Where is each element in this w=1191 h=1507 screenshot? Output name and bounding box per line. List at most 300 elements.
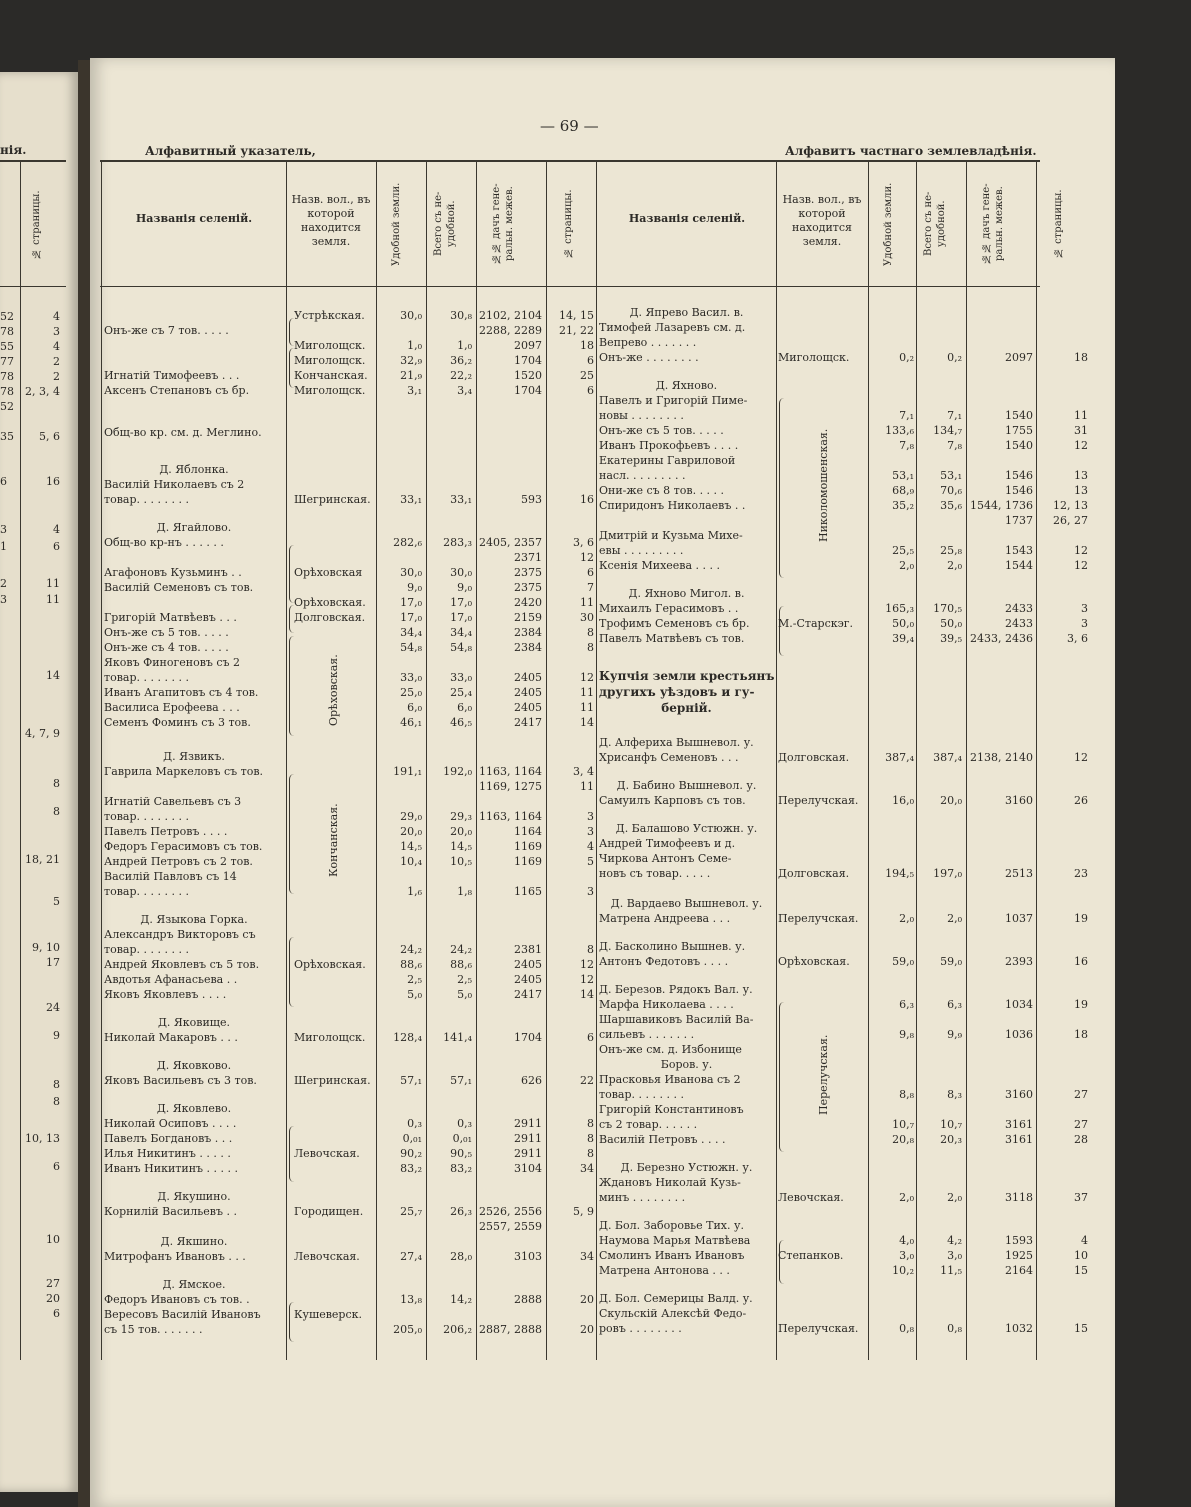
entry-volost: Левочская.: [778, 1191, 844, 1204]
entry-name: Григорій Константиновъ: [599, 1103, 744, 1116]
left-page-value: 52: [0, 310, 14, 323]
entry-vsego: 1,₀: [457, 339, 472, 352]
entry-page: 19: [1074, 998, 1088, 1011]
entry-name: Вересовъ Василій Ивановъ: [104, 1308, 261, 1321]
page-number: — 69 —: [540, 117, 599, 135]
entry-page: 12: [1074, 559, 1088, 572]
entry-page: 3: [587, 810, 594, 823]
entry-volost: Миголощск.: [778, 351, 850, 364]
entry-udob: 3,₁: [407, 384, 422, 397]
entry-name: новъ съ товар. . . . .: [599, 867, 711, 880]
entry-udob: 17,₀: [400, 611, 422, 624]
entry-udob: 7,₈: [899, 439, 914, 452]
entry-volost: Миголощск.: [294, 1031, 366, 1044]
entry-name: товар. . . . . . . .: [104, 671, 189, 684]
entry-name: Иванъ Прокофьевъ . . . .: [599, 439, 739, 452]
entry-vsego: 14,₂: [450, 1293, 472, 1306]
entry-name: Яковъ Яковлевъ . . . .: [104, 988, 227, 1001]
entry-page: 19: [1074, 912, 1088, 925]
entry-page: 18: [1074, 1028, 1088, 1041]
left-page-page: 5, 6: [39, 430, 60, 443]
header-right: Алфавитъ частнаго землевладѣнія.: [785, 144, 1037, 158]
entry-vsego: 34,₄: [450, 626, 472, 639]
entry-page: 16: [1074, 955, 1088, 968]
entry-vsego: 141,₄: [443, 1031, 472, 1044]
entry-vsego: 30,₀: [450, 566, 472, 579]
entry-page: 27: [1074, 1118, 1088, 1131]
entry-name: Д. Якшино.: [160, 1235, 228, 1248]
entry-name: Митрофанъ Ивановъ . . .: [104, 1250, 246, 1263]
entry-dacha: 1546: [1005, 484, 1033, 497]
entry-udob: 30,₀: [400, 309, 422, 322]
entry-page: 12: [580, 958, 594, 971]
entry-dacha: 2513: [1005, 867, 1033, 880]
left-page-page: 18, 21: [25, 853, 60, 866]
entry-dacha: 2393: [1005, 955, 1033, 968]
entry-name: Д. Березно Устюжн. у.: [620, 1161, 753, 1174]
entry-dacha: 1163, 1164: [479, 810, 542, 823]
entry-vsego: 14,₅: [450, 840, 472, 853]
entry-udob: 90,₂: [400, 1147, 422, 1160]
entry-dacha: 1543: [1005, 544, 1033, 557]
entry-dacha: 3118: [1005, 1191, 1033, 1204]
entry-udob: 2,₀: [899, 559, 914, 572]
entry-udob: 33,₁: [400, 493, 422, 506]
entry-page: 7: [587, 581, 594, 594]
entry-page: 16: [580, 493, 594, 506]
entry-name: Александръ Викторовъ съ: [104, 928, 256, 941]
col-header-udob: Удобной земли.: [883, 182, 894, 266]
entry-name: Корнилій Васильевъ . .: [104, 1205, 237, 1218]
entry-dacha: 2159: [514, 611, 542, 624]
entry-volost: Долговская.: [778, 867, 850, 880]
entry-udob: 10,₇: [892, 1118, 914, 1131]
entry-vsego: 5,₀: [457, 988, 472, 1001]
entry-vsego: 54,₈: [450, 641, 472, 654]
entry-page: 14: [580, 988, 594, 1001]
entry-udob: 54,₈: [400, 641, 422, 654]
entry-page: 5: [587, 855, 594, 868]
entry-name: Общ-во кр-нъ . . . . . .: [104, 536, 224, 549]
entry-dacha: 2887, 2888: [479, 1323, 542, 1336]
entry-name: Василій Николаевъ съ 2: [104, 478, 245, 491]
entry-udob: 4,₀: [899, 1234, 914, 1247]
entry-vsego: 39,₅: [940, 632, 962, 645]
col-rule: [546, 160, 547, 1360]
entry-dacha: 2405: [514, 701, 542, 714]
col-header-vol: Назв. вол., въ которой находится земля.: [291, 193, 371, 248]
entry-dacha: 2433, 2436: [970, 632, 1033, 645]
entry-page: 8: [587, 1117, 594, 1130]
brace: [779, 398, 784, 578]
entry-name: Д. Язвикъ.: [163, 750, 225, 763]
entry-vsego: 2,₀: [947, 912, 962, 925]
entry-dacha: 1540: [1005, 439, 1033, 452]
entry-name: Николай Макаровъ . . .: [104, 1031, 238, 1044]
entry-name: Ждановъ Николай Кузь-: [599, 1176, 741, 1189]
entry-vsego: 6,₃: [947, 998, 962, 1011]
left-page-bottom-rule: [0, 286, 66, 287]
entry-udob: 205,₀: [393, 1323, 422, 1336]
left-page-page: 6: [53, 1307, 60, 1320]
entry-udob: 133,₆: [885, 424, 914, 437]
entry-name: Онъ-же . . . . . . . .: [599, 351, 699, 364]
entry-udob: 46,₁: [400, 716, 422, 729]
entry-name: Яковъ Финогеновъ съ 2: [104, 656, 241, 669]
entry-dacha: 2888: [514, 1293, 542, 1306]
entry-udob: 34,₄: [400, 626, 422, 639]
entry-name: Шаршавиковъ Василій Ва-: [599, 1013, 754, 1026]
entry-dacha: 2526, 2556: [479, 1205, 542, 1218]
volost-vertical-label: Николомошенская.: [817, 428, 830, 542]
entry-name: Д. Япрево Васил. в.: [629, 306, 744, 319]
entry-name: Д. Балашово Устюжн. у.: [615, 822, 758, 835]
entry-name: Екатерины Гавриловой: [599, 454, 736, 467]
entry-page: 34: [580, 1250, 594, 1263]
entry-name: Д. Языкова Горка.: [140, 913, 248, 926]
entry-udob: 24,₂: [400, 943, 422, 956]
col-rule: [596, 160, 597, 1360]
entry-name: Д. Яковлево.: [156, 1102, 232, 1115]
entry-udob: 59,₀: [892, 955, 914, 968]
entry-page: 20: [580, 1323, 594, 1336]
entry-page: 37: [1074, 1191, 1088, 1204]
entry-page: 3, 6: [1067, 632, 1088, 645]
left-page-page: 2: [53, 370, 60, 383]
entry-dacha: 1925: [1005, 1249, 1033, 1262]
entry-name: товар. . . . . . . .: [104, 493, 189, 506]
entry-name: Вепрево . . . . . . .: [599, 336, 697, 349]
entry-page: 27: [1074, 1088, 1088, 1101]
entry-page: 3, 4: [573, 765, 594, 778]
entry-vsego: 57,₁: [450, 1074, 472, 1087]
entry-name: Василій Павловъ съ 14: [104, 870, 237, 883]
entry-vsego: 22,₂: [450, 369, 472, 382]
left-page-page: 24: [46, 1001, 60, 1014]
entry-dacha: 3160: [1005, 794, 1033, 807]
entry-vsego: 17,₀: [450, 596, 472, 609]
entry-page: 15: [1074, 1322, 1088, 1335]
left-page-page: 8: [53, 1095, 60, 1108]
left-page-col-header: № страницы.: [31, 190, 42, 260]
left-page-page: 2, 3, 4: [25, 385, 60, 398]
entry-page: 3: [587, 825, 594, 838]
entry-name: минъ . . . . . . . .: [599, 1191, 686, 1204]
entry-name: Д. Бол. Семерицы Валд. у.: [599, 1292, 753, 1305]
entry-udob: 387,₄: [885, 751, 914, 764]
entry-dacha: 593: [521, 493, 542, 506]
entry-udob: 35,₂: [892, 499, 914, 512]
entry-dacha: 1169: [514, 840, 542, 853]
entry-dacha: 1593: [1005, 1234, 1033, 1247]
entry-name: Прасковья Иванова съ 2: [599, 1073, 741, 1086]
left-page-value: 1: [0, 540, 7, 553]
entry-vsego: 1,₈: [457, 885, 472, 898]
entry-name: Д. Алфериха Вышневол. у.: [599, 736, 754, 749]
col-rule: [286, 160, 287, 1360]
entry-udob: 39,₄: [892, 632, 914, 645]
entry-page: 22: [580, 1074, 594, 1087]
entry-page: 6: [587, 384, 594, 397]
entry-udob: 0,₈: [899, 1322, 914, 1335]
entry-page: 14, 15: [559, 309, 594, 322]
entry-name: Иванъ Агапитовъ съ 4 тов.: [104, 686, 259, 699]
entry-udob: 25,₅: [892, 544, 914, 557]
entry-udob: 30,₀: [400, 566, 422, 579]
entry-vsego: 8,₃: [947, 1088, 962, 1101]
entry-volost: Кушеверск.: [294, 1308, 362, 1321]
entry-dacha: 2557, 2559: [479, 1220, 542, 1233]
entry-vsego: 197,₀: [933, 867, 962, 880]
entry-volost: Миголощск.: [294, 339, 366, 352]
entry-dacha: 2405: [514, 686, 542, 699]
entry-dacha: 3161: [1005, 1133, 1033, 1146]
entry-udob: 27,₄: [400, 1250, 422, 1263]
entry-dacha: 2433: [1005, 602, 1033, 615]
entry-volost: Кончанская.: [294, 369, 368, 382]
entry-udob: 9,₀: [407, 581, 422, 594]
entry-dacha: 2375: [514, 581, 542, 594]
entry-name: Д. Вардаево Вышневол. у.: [610, 897, 763, 910]
entry-page: 30: [580, 611, 594, 624]
entry-dacha: 626: [521, 1074, 542, 1087]
col-rule: [1036, 160, 1037, 1360]
entry-udob: 29,₀: [400, 810, 422, 823]
left-page-page: 4, 7, 9: [25, 727, 60, 740]
entry-page: 3, 6: [573, 536, 594, 549]
entry-vsego: 20,₀: [450, 825, 472, 838]
entry-page: 12: [580, 671, 594, 684]
left-page-page: 17: [46, 956, 60, 969]
entry-dacha: 1164: [514, 825, 542, 838]
left-page-page: 4: [53, 340, 60, 353]
left-page-header: нія.: [0, 143, 27, 157]
entry-name: Самуилъ Карповъ съ тов.: [599, 794, 746, 807]
entry-volost: Шегринская.: [294, 493, 371, 506]
entry-vsego: 3,₄: [457, 384, 472, 397]
entry-udob: 21,₉: [400, 369, 422, 382]
entry-name: Онъ-же съ 7 тов. . . . .: [104, 324, 229, 337]
entry-name: другихъ уѣздовъ и гу-: [599, 685, 755, 699]
entry-udob: 25,₀: [400, 686, 422, 699]
entry-name: Купчія земли крестьянъ: [599, 669, 775, 683]
entry-name: Матрена Андреева . . .: [599, 912, 731, 925]
entry-name: Иванъ Никитинъ . . . . .: [104, 1162, 239, 1175]
entry-name: товар. . . . . . . .: [104, 810, 189, 823]
entry-page: 4: [587, 840, 594, 853]
entry-page: 26: [1074, 794, 1088, 807]
entry-name: Михаилъ Герасимовъ . .: [599, 602, 739, 615]
entry-name: Матрена Антонова . . .: [599, 1264, 730, 1277]
entry-udob: 6,₃: [899, 998, 914, 1011]
entry-dacha: 1544, 1736: [970, 499, 1033, 512]
book-spine: [78, 60, 90, 1507]
entry-udob: 1,₆: [407, 885, 422, 898]
entry-page: 6: [587, 566, 594, 579]
entry-udob: 83,₂: [400, 1162, 422, 1175]
entry-dacha: 1169: [514, 855, 542, 868]
entry-vsego: 11,₅: [940, 1264, 962, 1277]
entry-dacha: 2102, 2104: [479, 309, 542, 322]
col-header-name: Названія селеній.: [628, 212, 746, 225]
entry-vsego: 0,₀₁: [452, 1132, 472, 1145]
entry-udob: 10,₄: [400, 855, 422, 868]
entry-volost: Левочская.: [294, 1250, 360, 1263]
header-bottom-rule: [100, 286, 1040, 287]
left-page-page: 16: [46, 475, 60, 488]
left-page-page: 14: [46, 669, 60, 682]
entry-vsego: 0,₃: [457, 1117, 472, 1130]
entry-udob: 88,₆: [400, 958, 422, 971]
entry-name: Василій Семеновъ съ тов.: [104, 581, 254, 594]
entry-name: товар. . . . . . . .: [599, 1088, 684, 1101]
entry-page: 21, 22: [559, 324, 594, 337]
entry-dacha: 2381: [514, 943, 542, 956]
entry-udob: 13,₈: [400, 1293, 422, 1306]
entry-page: 13: [1074, 469, 1088, 482]
entry-vsego: 4,₂: [947, 1234, 962, 1247]
left-page-value: 52: [0, 400, 14, 413]
entry-name: Д. Ямское.: [162, 1278, 226, 1291]
volost-vertical-label: Кончанская.: [327, 803, 340, 877]
entry-udob: 2,₀: [899, 1191, 914, 1204]
entry-udob: 25,₇: [400, 1205, 422, 1218]
entry-dacha: 1540: [1005, 409, 1033, 422]
col-rule: [376, 160, 377, 1360]
entry-page: 4: [1081, 1234, 1088, 1247]
entry-udob: 16,₀: [892, 794, 914, 807]
entry-udob: 165,₃: [885, 602, 914, 615]
entry-dacha: 2405, 2357: [479, 536, 542, 549]
left-page-value: 78: [0, 370, 14, 383]
brace: [289, 636, 294, 736]
entry-dacha: 2417: [514, 716, 542, 729]
entry-page: 3: [1081, 602, 1088, 615]
entry-name: Авдотья Афанасьева . .: [104, 973, 238, 986]
left-page-page: 5: [53, 895, 60, 908]
entry-name: Д. Яковище.: [157, 1016, 231, 1029]
entry-vsego: 46,₅: [450, 716, 472, 729]
entry-page: 25: [580, 369, 594, 382]
entry-volost: Орѣховская.: [778, 955, 850, 968]
entry-vsego: 25,₈: [940, 544, 962, 557]
col-rule: [916, 160, 917, 1360]
entry-dacha: 2417: [514, 988, 542, 1001]
entry-dacha: 1169, 1275: [479, 780, 542, 793]
entry-page: 11: [1074, 409, 1088, 422]
entry-vsego: 10,₅: [450, 855, 472, 868]
brace: [779, 1002, 784, 1152]
entry-vsego: 36,₂: [450, 354, 472, 367]
entry-volost: Долговская.: [778, 751, 850, 764]
entry-page: 28: [1074, 1133, 1088, 1146]
entry-udob: 32,₉: [400, 354, 422, 367]
entry-dacha: 2384: [514, 626, 542, 639]
entry-name: Семенъ Фоминъ съ 3 тов.: [104, 716, 251, 729]
entry-name: Аксенъ Степановъ съ бр.: [104, 384, 250, 397]
entry-vsego: 7,₈: [947, 439, 962, 452]
entry-vsego: 9,₀: [457, 581, 472, 594]
entry-name: Онъ-же съ 5 тов. . . . .: [599, 424, 724, 437]
entry-name: Василій Петровъ . . . .: [599, 1133, 726, 1146]
left-page-page: 11: [46, 577, 60, 590]
entry-volost: Левочская.: [294, 1147, 360, 1160]
entry-name: Гаврила Маркеловъ съ тов.: [104, 765, 264, 778]
entry-udob: 20,₀: [400, 825, 422, 838]
entry-dacha: 3161: [1005, 1118, 1033, 1131]
entry-volost: Шегринская.: [294, 1074, 371, 1087]
entry-vsego: 17,₀: [450, 611, 472, 624]
entry-vsego: 206,₂: [443, 1323, 472, 1336]
entry-udob: 10,₂: [892, 1264, 914, 1277]
entry-page: 20: [580, 1293, 594, 1306]
entry-name: Григорій Матвѣевъ . . .: [104, 611, 237, 624]
entry-dacha: 1165: [514, 885, 542, 898]
entry-udob: 50,₀: [892, 617, 914, 630]
entry-udob: 0,₂: [899, 351, 914, 364]
entry-dacha: 2420: [514, 596, 542, 609]
entry-name: насл. . . . . . . . .: [599, 469, 686, 482]
entry-dacha: 2433: [1005, 617, 1033, 630]
entry-page: 11: [580, 686, 594, 699]
left-page-page: 27: [46, 1277, 60, 1290]
entry-page: 11: [580, 701, 594, 714]
entry-vsego: 24,₂: [450, 943, 472, 956]
col-header-dach: №№ дачъ гене- ральн. межев.: [981, 183, 1005, 265]
entry-dacha: 1704: [514, 354, 542, 367]
entry-vsego: 29,₃: [450, 810, 472, 823]
entry-page: 12, 13: [1053, 499, 1088, 512]
entry-udob: 3,₀: [899, 1249, 914, 1262]
left-page-page: 4: [53, 523, 60, 536]
entry-name: Боров. у.: [660, 1058, 713, 1071]
left-page-value: 55: [0, 340, 14, 353]
entry-dacha: 1163, 1164: [479, 765, 542, 778]
entry-name: Д. Басколино Вышнев. у.: [599, 940, 746, 953]
entry-dacha: 2375: [514, 566, 542, 579]
entry-page: 26, 27: [1053, 514, 1088, 527]
entry-volost: Перелучская.: [778, 912, 859, 925]
col-header-vsego: Всего съ не- удобной.: [433, 191, 457, 257]
entry-page: 34: [580, 1162, 594, 1175]
brace: [289, 774, 294, 894]
left-page-value: 78: [0, 385, 14, 398]
entry-page: 13: [1074, 484, 1088, 497]
entry-name: Павелъ Богдановъ . . .: [104, 1132, 233, 1145]
col-header-str: № страницы.: [1053, 189, 1064, 259]
entry-page: 12: [1074, 439, 1088, 452]
entry-vsego: 2,₀: [947, 1191, 962, 1204]
entry-name: Андрей Петровъ съ 2 тов.: [104, 855, 253, 868]
entry-dacha: 1036: [1005, 1028, 1033, 1041]
left-page-page: 6: [53, 540, 60, 553]
entry-page: 6: [587, 354, 594, 367]
entry-name: Чиркова Антонъ Семе-: [599, 852, 732, 865]
entry-name: Д. Яблонка.: [159, 463, 229, 476]
entry-dacha: 1032: [1005, 1322, 1033, 1335]
entry-name: Ксенія Михеева . . . .: [599, 559, 721, 572]
entry-name: Яковъ Васильевъ съ 3 тов.: [104, 1074, 257, 1087]
entry-name: товар. . . . . . . .: [104, 943, 189, 956]
brace: [779, 606, 784, 656]
entry-name: Д. Яковково.: [156, 1059, 232, 1072]
left-page-page: 3: [53, 325, 60, 338]
entry-udob: 14,₅: [400, 840, 422, 853]
left-page-page: 6: [53, 1160, 60, 1173]
entry-page: 6: [587, 1031, 594, 1044]
entry-page: 12: [580, 551, 594, 564]
entry-volost: Устрѣкская.: [294, 309, 365, 322]
